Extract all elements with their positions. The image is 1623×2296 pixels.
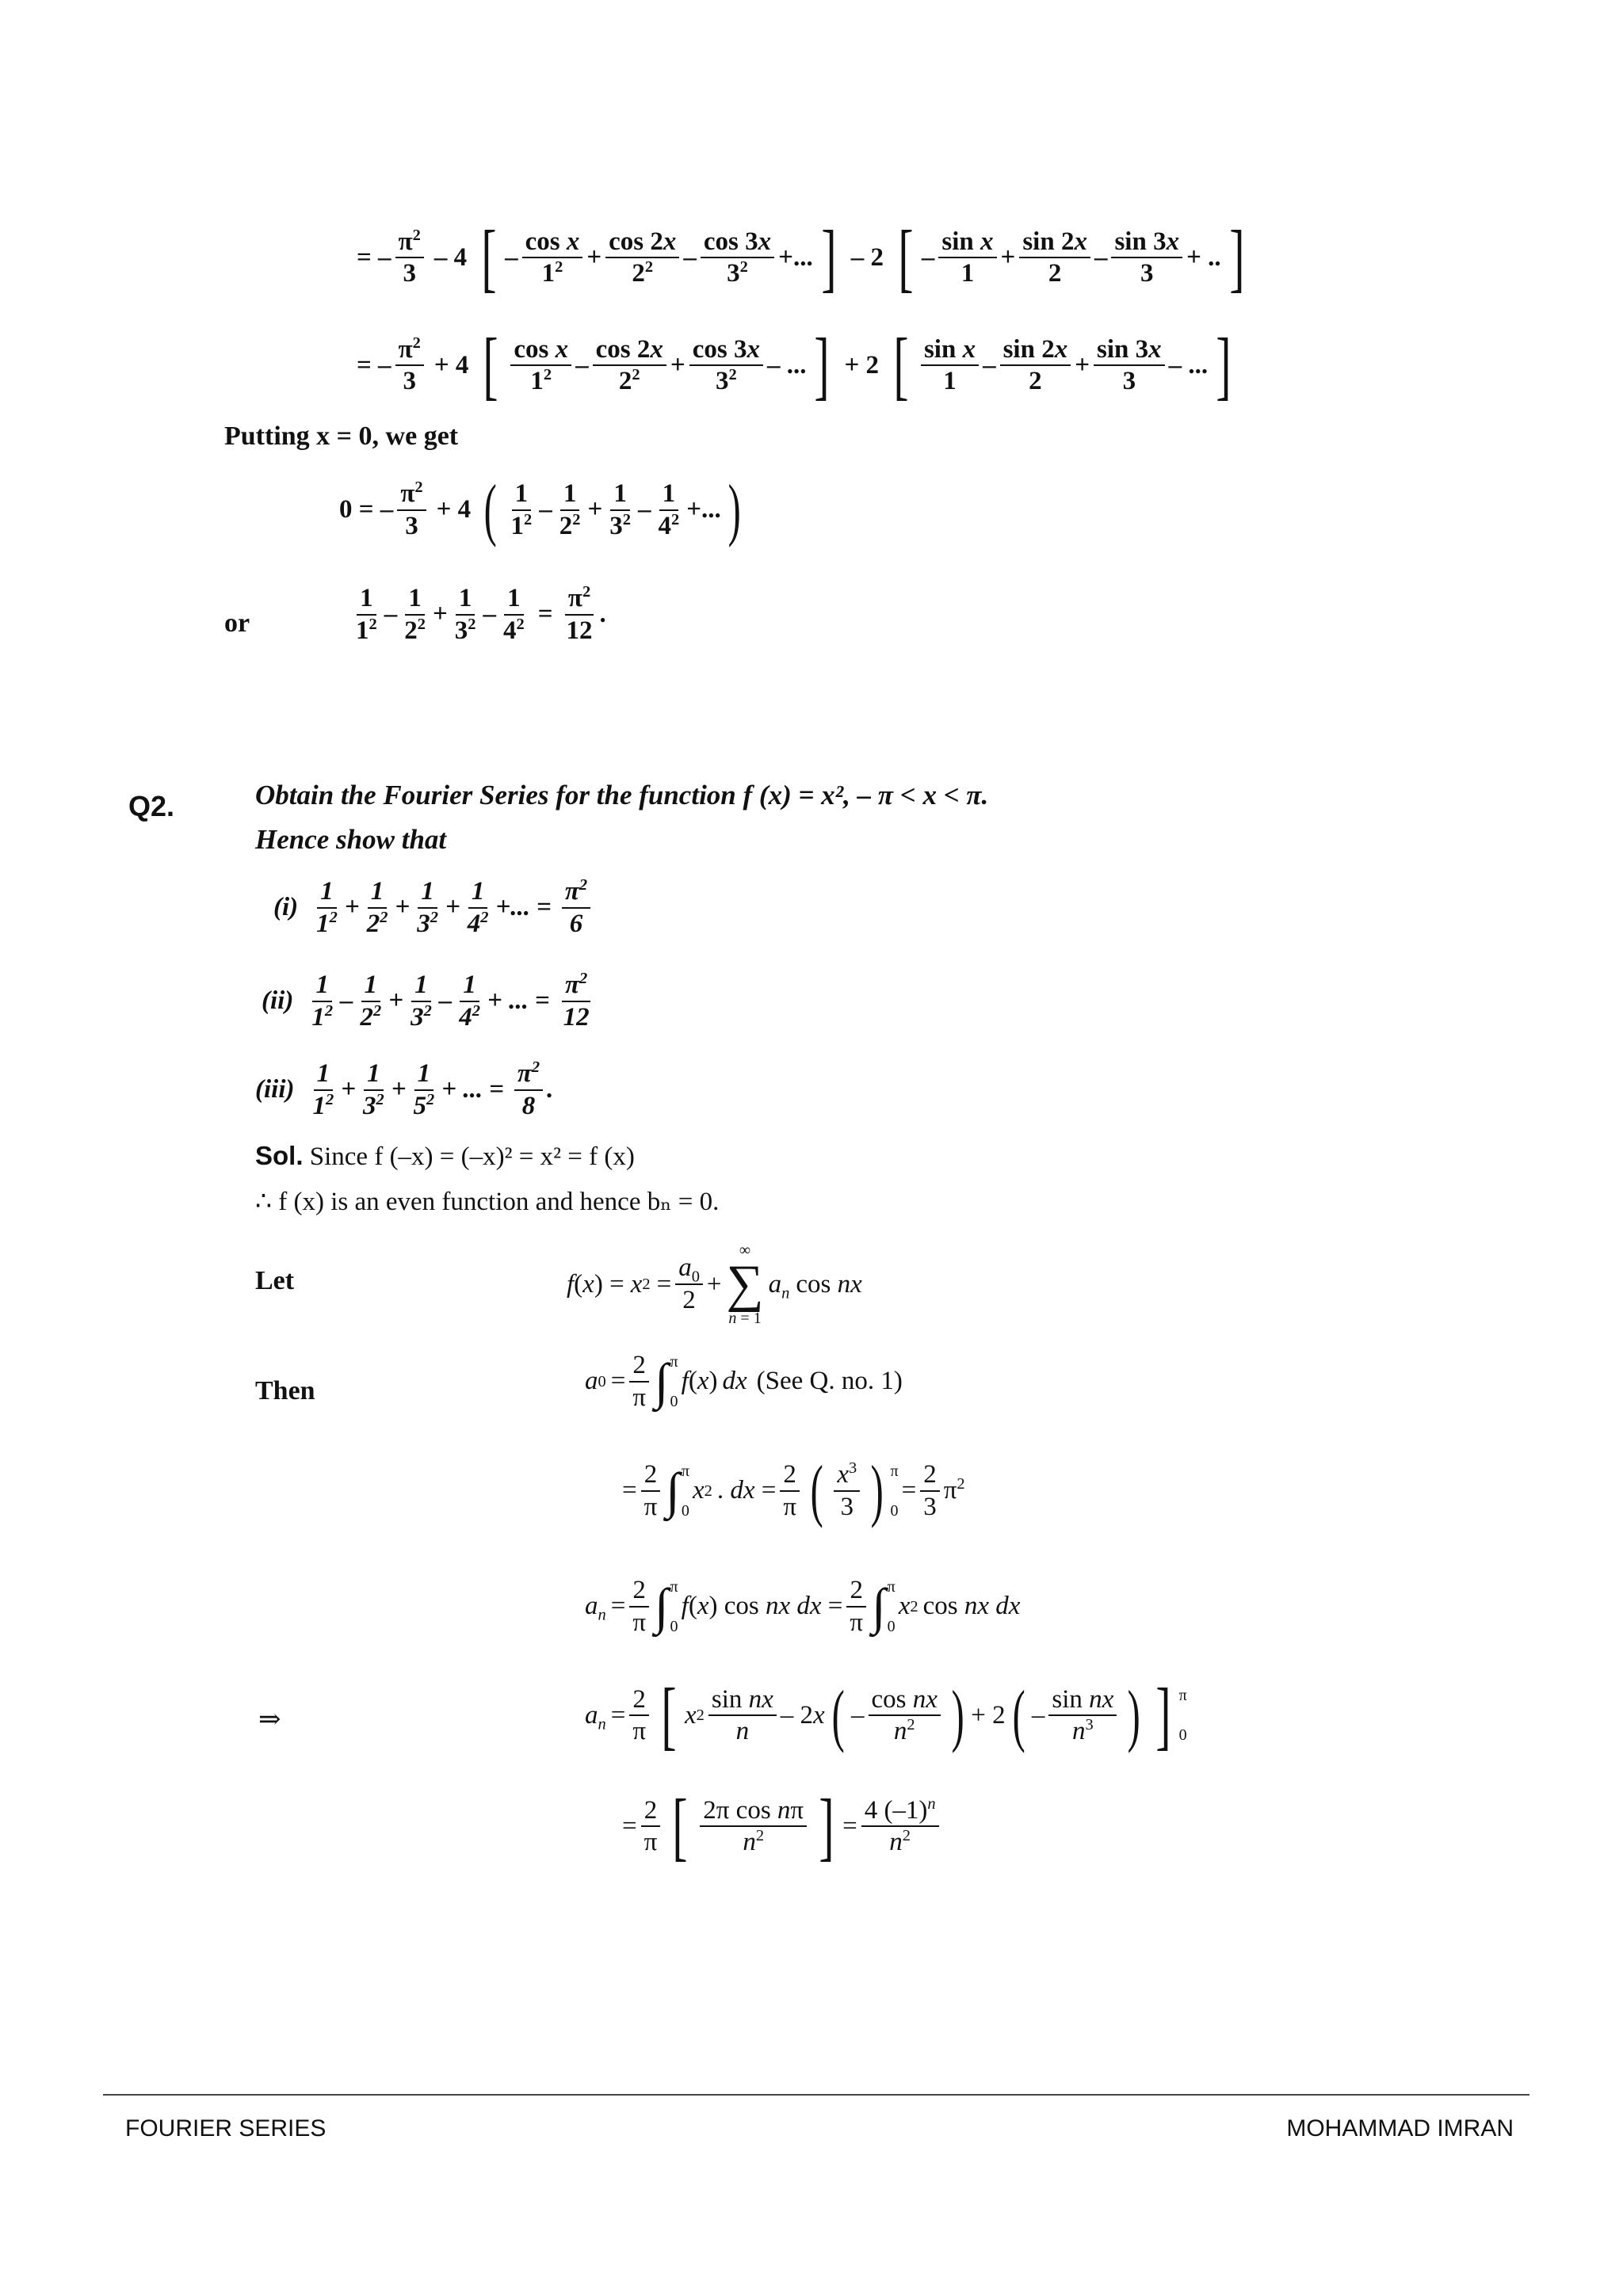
then-label: Then: [255, 1376, 315, 1405]
an-result: = $\frac{2}{\pi}$ [ $\frac{\text{2π cos nπ}}{n^2}$ ] = $\frac{4 (-1)^n}{n^2}$: [622, 1792, 943, 1860]
footer-right: MOHAMMAD IMRAN: [1286, 2115, 1514, 2142]
question-line-2: Hence show that: [255, 824, 447, 855]
item-ii-equation: (ii) $\frac{1}{1^2}$ – $\frac{1}{2^2}$ + $\frac{1}{3^2}$ – $\frac{1}{4^2}$ + ... = $\frac{\pi^2}{12}$: [262, 970, 590, 1032]
item-ii-label: (ii): [262, 986, 294, 1016]
footer-left: FOURIER SERIES: [125, 2115, 327, 2142]
sol-label: Sol.: [255, 1141, 304, 1170]
fourier-series-equation: f ( x ) = x 2 = $\frac{a_0}{2}$ + ∞ ∑ n = 1 $a_n$ cos nx: [567, 1241, 862, 1327]
equation-line-4: $\frac{1}{1^2}$ – $\frac{1}{2^2}$ + $\frac{1}{3^2}$ – $\frac{1}{4^2}$ = $\frac{\pi^2}{12}$ .: [356, 583, 606, 645]
footer-divider: [103, 2094, 1529, 2096]
equation-line-2: = – $\frac{\pi^2}{3}$ + 4 [ $\frac{\text{cos x}}{1^2}$ – $\frac{\cos 2x}{2^2}$ + $\frac{\cos 3x}{3^2}$ – ... ] + 2 [ $\frac{\text{sin x}}{1}$ – $\frac{\sin 2x}{2}$ + $\frac{\sin 3x}{3}$ – ... ]: [357, 322, 1232, 407]
item-iii-label: (iii): [255, 1075, 295, 1104]
implies-symbol: ⇒: [258, 1705, 281, 1734]
an-integration-by-parts: $a_n$ = $\frac{2}{\pi}$ [ x 2 $\frac{\text{sin nx}}{n}$ – 2x ( – $\frac{\text{cos nx}}{n^2}$ ) + 2 ( – $\frac{\text{sin nx}}{n^3}$ ) ] π 0: [585, 1672, 1187, 1757]
question-number: Q2.: [128, 790, 175, 822]
sol-text: Since f (–x) = (–x)² = x² = f (x): [309, 1142, 635, 1171]
a0-evaluation: = $\frac{2}{\pi}$ ∫ π 0 x 2 . dx = $\frac{2}{\pi}$ ( $\frac{x^3}{3}$ ) π 0 = $\frac{2}{3}$ $\pi^2$: [622, 1452, 965, 1529]
see-q-text: (See Q. no. 1): [756, 1367, 903, 1396]
item-iii-equation: (iii) $\frac{1}{1^2}$ + $\frac{1}{3^2}$ + $\frac{1}{5^2}$ + ... = $\frac{\pi^2}{8}$ .: [255, 1058, 554, 1120]
let-label: Let: [255, 1266, 295, 1295]
equation-line-1: = – $\frac{\pi^2}{3}$ – 4 [ – $\frac{\text{cos x}}{1^2}$ + $\frac{\cos 2x}{2^2}$ – $\frac{\cos 3x}{3^2}$ +... ] – 2 [ – $\frac{\text{sin x}}{1}$ + $\frac{\sin 2x}{2}$ – $\frac{\sin 3x}{3}$ + .. ]: [357, 215, 1245, 299]
or-label: or: [224, 608, 250, 638]
equation-line-3: 0 = – $\frac{\pi^2}{3}$ + 4 ( $\frac{1}{1^2}$ – $\frac{1}{2^2}$ + $\frac{1}{3^2}$ – $\frac{1}{4^2}$ +... ): [339, 471, 741, 548]
question-line-1: Obtain the Fourier Series for the function f (x) = x², – π < x < π.: [255, 780, 989, 810]
even-function-text: ∴ f (x) is an even function and hence bₙ = 0.: [255, 1188, 720, 1216]
solution-line: [255, 1141, 635, 1172]
an-integral: $a_n$ = $\frac{2}{\pi}$ ∫ π 0 f (x) cos nx dx = $\frac{2}{\pi}$ ∫ π 0 x 2 cos nx dx: [585, 1576, 1021, 1637]
item-i-equation: (i) $\frac{1}{1^2}$ + $\frac{1}{2^2}$ + $\frac{1}{3^2}$ + $\frac{1}{4^2}$ +... = $\frac{\pi^2}{6}$: [273, 878, 594, 937]
item-i-label: (i): [273, 893, 299, 922]
a0-equation: a 0 = $\frac{2}{\pi}$ ∫ π 0 f (x) dx (See Q. no. 1): [585, 1351, 903, 1412]
putting-text: Putting x = 0, we get: [224, 421, 459, 451]
